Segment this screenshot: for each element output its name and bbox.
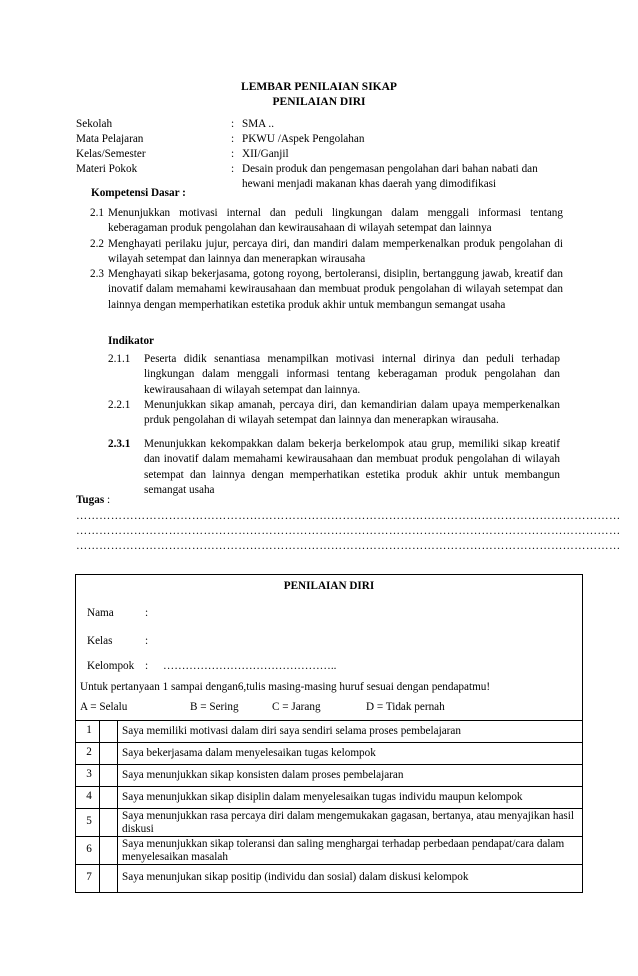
tugas-answer-line[interactable]: …………………………………………………………………………………………………………………………… — [76, 525, 621, 537]
indikator-text: Menunjukkan kekompakkan dalam bekerja berkelompok atau grup, memiliki sikap kreatif dan inovatif dalam memahami kewirausahaan dan membuat produk pengolahan di wilayah setempat dan lainnya dengan memperhatikan estetika produk akhir untuk membangun semangat usaha — [144, 438, 560, 497]
table-border — [117, 720, 118, 893]
info-label: Mata Pelajaran — [76, 133, 144, 145]
question-number: 2 — [86, 746, 92, 758]
table-border — [75, 764, 583, 765]
tugas-label — [76, 493, 110, 508]
question-number: 3 — [86, 768, 92, 780]
info-value: PKWU /Aspek Pengolahan — [242, 133, 365, 145]
kompetensi-num: 2.2 — [90, 238, 104, 250]
indikator-num: 2.1.1 — [108, 353, 131, 365]
question-text: Saya menunjukkan sikap toleransi dan saling menghargai terhadap perbedaan pendapat/cara dalam menyelesaikan masalah — [122, 838, 565, 863]
kelas-input[interactable] — [160, 633, 460, 649]
info-colon: : — [231, 148, 235, 160]
kompetensi-item — [90, 237, 563, 268]
page-subtitle: PENILAIAN DIRI — [272, 96, 366, 108]
question-text: Saya menunjukkan rasa percaya diri dalam mengemukakan gagasan, bertanya, atau menyajikan hasil diskusi — [122, 810, 574, 835]
answer-cell[interactable] — [100, 865, 117, 892]
info-label: Kelas/Semester — [76, 148, 146, 160]
answer-cell[interactable] — [100, 837, 117, 864]
question-number: 5 — [86, 815, 92, 827]
info-label: Materi Pokok — [76, 163, 138, 175]
tugas-label-text: Tugas — [76, 494, 105, 506]
table-border — [75, 808, 583, 809]
info-value: XII/Ganjil — [242, 148, 289, 160]
kompetensi-text: Menghayati perilaku jujur, percaya diri, dan mandiri dalam memperkenalkan produk pengolahan di wilayah setempat dan lainnya dan menerapkan wirausaha — [108, 238, 563, 266]
scale-d: D = Tidak pernah — [366, 701, 445, 713]
table-border — [75, 786, 583, 787]
field-nama-colon: : — [145, 607, 149, 619]
scale-c: C = Jarang — [272, 701, 321, 713]
kompetensi-text: Menunjukkan motivasi internal dan peduli lingkungan dalam menggali informasi tentang keberagaman produk pengolahan dan kewirausahaan di wilayah setempat dan lainnya — [108, 207, 563, 235]
table-border — [75, 720, 583, 721]
kelompok-input[interactable]: ……………………………………….. — [163, 660, 337, 672]
field-nama-label: Nama — [87, 607, 114, 619]
kompetensi-item — [90, 267, 563, 313]
info-colon: : — [231, 163, 235, 175]
answer-cell[interactable] — [100, 743, 117, 764]
question-number: 1 — [86, 724, 92, 736]
info-value: Desain produk dan pengemasan pengolahan dari bahan nabati dan hewani menjadi makanan khas daerah yang dimodifikasi — [242, 163, 538, 190]
info-label: Sekolah — [76, 118, 113, 130]
answer-cell[interactable] — [100, 787, 117, 808]
nama-input[interactable] — [160, 605, 460, 621]
tugas-colon: : — [104, 494, 111, 506]
tugas-answer-line[interactable]: …………………………………………………………………………………………………………………………… — [76, 510, 621, 522]
table-border — [75, 836, 583, 837]
indikator-num: 2.2.1 — [108, 399, 131, 411]
indikator-item — [108, 398, 560, 429]
instruction-text: Untuk pertanyaan 1 sampai dengan6,tulis masing-masing huruf sesuai dengan pendapatmu! — [80, 681, 491, 693]
indikator-num: 2.3.1 — [108, 438, 131, 450]
question-number: 7 — [86, 871, 92, 883]
kompetensi-text: Menghayati sikap bekerjasama, gotong royong, bertoleransi, disiplin, bertanggung jawab, kreatif dan inovatif dalam memahami kewirausahaan dan membuat produk pengolahan di wilayah setempat dan lainnya dengan memperhatikan estetika produk akhir untuk membangun semangat usaha — [108, 268, 563, 311]
info-colon: : — [231, 118, 235, 130]
kompetensi-item — [90, 206, 563, 237]
table-border — [75, 742, 583, 743]
scale-b: B = Sering — [190, 701, 239, 713]
indikator-item — [108, 352, 560, 398]
table-border — [75, 864, 583, 865]
field-kelas-label: Kelas — [87, 635, 113, 647]
answer-cell[interactable] — [100, 809, 117, 836]
question-text: Saya menunjukkan sikap disiplin dalam menyelesaikan tugas individu maupun kelompok — [122, 791, 523, 803]
question-text: Saya memiliki motivasi dalam diri saya sendiri selama proses pembelajaran — [122, 725, 461, 737]
tugas-answer-line[interactable]: …………………………………………………………………………………………………………………………… — [76, 540, 621, 552]
page-title: LEMBAR PENILAIAN SIKAP — [241, 81, 397, 93]
indikator-item — [108, 437, 560, 499]
kompetensi-num: 2.1 — [90, 207, 104, 219]
info-colon: : — [231, 133, 235, 145]
info-row-kelas — [76, 147, 576, 162]
kompetensi-num: 2.3 — [90, 268, 104, 280]
info-row-mapel — [76, 132, 576, 147]
indikator-text: Menunjukkan sikap amanah, percaya diri, dan kemandirian dalam upaya memperkenalkan prduk pengolahan di wilayah setempat dan lainnya dan menerapkan wirausaha. — [144, 399, 560, 427]
field-kelompok-label: Kelompok — [87, 660, 135, 672]
answer-cell[interactable] — [100, 721, 117, 742]
question-text: Saya menunjukkan sikap konsisten dalam proses pembelajaran — [122, 769, 404, 781]
indikator-heading: Indikator — [108, 335, 155, 347]
question-text: Saya bekerjasama dalam menyelesaikan tugas kelompok — [122, 747, 376, 759]
field-kelas-colon: : — [145, 635, 149, 647]
field-kelompok-colon: : — [145, 660, 149, 672]
kompetensi-heading: Kompetensi Dasar : — [91, 187, 186, 199]
question-text: Saya menunjukan sikap positip (individu dan sosial) dalam diskusi kelompok — [122, 871, 469, 883]
scale-a: A = Selalu — [80, 701, 128, 713]
penilaian-title: PENILAIAN DIRI — [283, 580, 375, 592]
answer-cell[interactable] — [100, 765, 117, 786]
indikator-text: Peserta didik senantiasa menampilkan motivasi internal dirinya dan peduli terhadap lingkungan dalam menggali informasi tentang keberagaman produk pengolahan dan kewirausahaan di wilayah setempat dan lainnya. — [144, 353, 560, 396]
info-value: SMA .. — [242, 118, 275, 130]
info-row-sekolah — [76, 117, 576, 132]
question-number: 6 — [86, 843, 92, 855]
question-number: 4 — [86, 790, 92, 802]
